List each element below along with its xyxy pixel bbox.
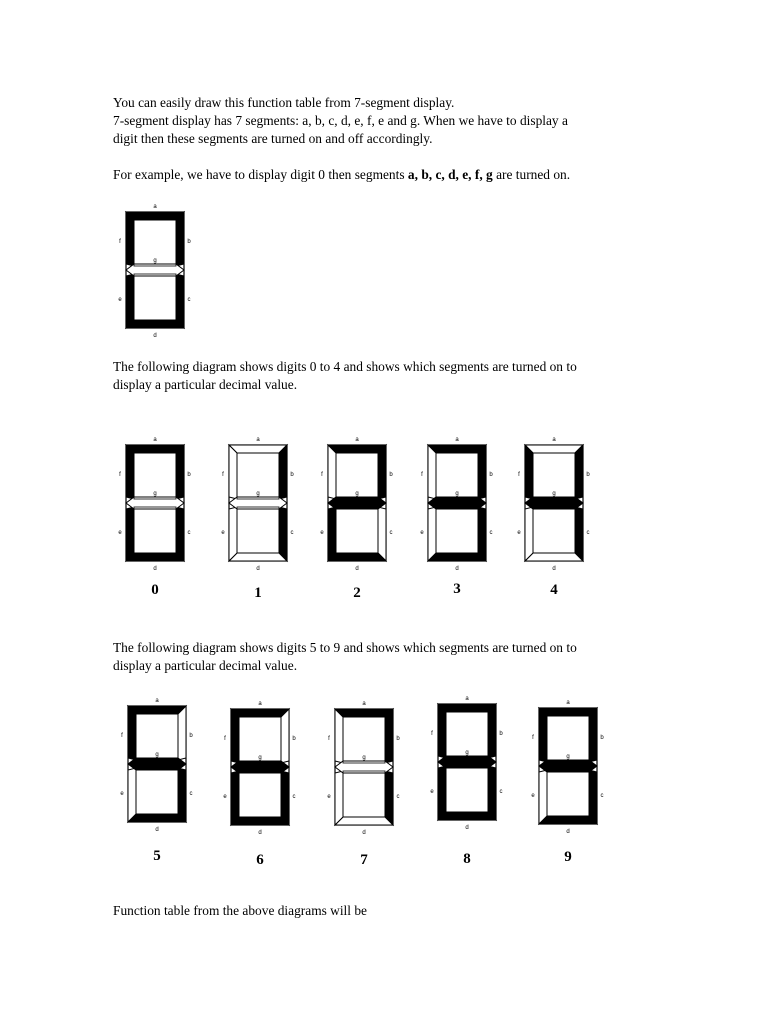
digit-label-6: 6 bbox=[256, 852, 264, 868]
segment-b-on bbox=[279, 445, 287, 499]
segment-c-on bbox=[589, 770, 597, 824]
segment-label-e: e bbox=[430, 789, 434, 795]
segment-label-g: g bbox=[256, 491, 260, 497]
segment-label-f: f bbox=[121, 733, 123, 739]
lower-window bbox=[533, 507, 575, 553]
segment-label-b: b bbox=[187, 472, 191, 478]
segment-label-f: f bbox=[328, 736, 330, 742]
segment-d-on bbox=[438, 812, 496, 820]
segment-b-on bbox=[385, 709, 393, 763]
segment-a-on bbox=[231, 709, 289, 717]
digit-label-0: 0 bbox=[151, 582, 159, 598]
segment-d-on bbox=[539, 816, 597, 824]
segment-c-on bbox=[281, 771, 289, 825]
segment-label-g: g bbox=[552, 491, 556, 497]
segment-label-g: g bbox=[258, 755, 262, 761]
segment-label-b: b bbox=[290, 472, 294, 478]
segment-e-on bbox=[126, 507, 134, 561]
segment-label-c: c bbox=[189, 791, 193, 797]
digit-label-9: 9 bbox=[564, 849, 572, 865]
segment-label-g: g bbox=[153, 258, 157, 264]
digit-display-5 bbox=[120, 698, 193, 833]
segment-e-on bbox=[231, 771, 239, 825]
segment-label-d: d bbox=[256, 566, 260, 572]
segment-d-on bbox=[126, 553, 184, 561]
segment-label-f: f bbox=[119, 472, 121, 478]
segment-label-a: a bbox=[552, 437, 556, 443]
lower-window bbox=[436, 507, 478, 553]
segment-e-on bbox=[328, 507, 336, 561]
segment-label-f: f bbox=[119, 239, 121, 245]
segment-f-on bbox=[231, 709, 239, 763]
segment-label-a: a bbox=[155, 698, 159, 704]
segment-label-f: f bbox=[321, 472, 323, 478]
segment-label-d: d bbox=[153, 333, 157, 339]
segment-f-off bbox=[335, 709, 343, 763]
digits-0-4-line-1: The following diagram shows digits 0 to 4 and shows which segments are turned on to bbox=[113, 359, 577, 374]
segment-b-on bbox=[589, 708, 597, 762]
digit-label-7: 7 bbox=[360, 852, 368, 868]
lower-window bbox=[237, 507, 279, 553]
lower-window bbox=[547, 770, 589, 816]
digits-5-9-line-1: The following diagram shows digits 5 to 9 and shows which segments are turned on to bbox=[113, 640, 577, 655]
segment-label-c: c bbox=[489, 530, 493, 536]
segment-f-off bbox=[229, 445, 237, 499]
digit-label-5: 5 bbox=[153, 848, 161, 864]
segment-c-on bbox=[279, 507, 287, 561]
segment-c-on bbox=[178, 768, 186, 822]
segment-b-on bbox=[488, 704, 496, 758]
segment-d-on bbox=[126, 320, 184, 328]
segment-label-g: g bbox=[465, 750, 469, 756]
segment-d-off bbox=[229, 553, 287, 561]
segment-f-on bbox=[539, 708, 547, 762]
digit-display-2 bbox=[320, 437, 393, 572]
closing-paragraph: Function table from the above diagrams will be bbox=[113, 903, 367, 918]
segment-label-c: c bbox=[292, 794, 296, 800]
segment-d-on bbox=[128, 814, 186, 822]
segment-e-on bbox=[438, 766, 446, 820]
digit-label-2: 2 bbox=[353, 585, 361, 601]
digit-display-3 bbox=[420, 437, 493, 572]
segment-e-off bbox=[128, 768, 136, 822]
segment-label-d: d bbox=[155, 827, 159, 833]
segment-a-on bbox=[126, 212, 184, 220]
segment-label-c: c bbox=[586, 530, 590, 536]
segment-d-on bbox=[428, 553, 486, 561]
segment-label-a: a bbox=[465, 696, 469, 702]
digit-display-0 bbox=[118, 437, 191, 572]
segment-label-e: e bbox=[420, 530, 424, 536]
segment-label-a: a bbox=[256, 437, 260, 443]
segment-c-on bbox=[478, 507, 486, 561]
segment-d-on bbox=[328, 553, 386, 561]
segment-d-off bbox=[335, 817, 393, 825]
segment-a-off bbox=[229, 445, 287, 453]
segment-c-on bbox=[176, 274, 184, 328]
segment-b-on bbox=[176, 445, 184, 499]
segment-label-a: a bbox=[362, 701, 366, 707]
segment-e-on bbox=[126, 274, 134, 328]
segment-a-on bbox=[328, 445, 386, 453]
segment-e-off bbox=[335, 771, 343, 825]
segment-label-c: c bbox=[499, 789, 503, 795]
segment-b-on bbox=[378, 445, 386, 499]
segment-b-off bbox=[281, 709, 289, 763]
segment-e-off bbox=[428, 507, 436, 561]
segment-f-off bbox=[328, 445, 336, 499]
segment-label-d: d bbox=[566, 829, 570, 835]
segment-label-g: g bbox=[566, 754, 570, 760]
segment-f-off bbox=[428, 445, 436, 499]
segment-label-e: e bbox=[120, 791, 124, 797]
lower-window bbox=[134, 274, 176, 320]
segment-label-a: a bbox=[455, 437, 459, 443]
segment-label-a: a bbox=[355, 437, 359, 443]
digit-display-8 bbox=[430, 696, 503, 831]
segment-label-e: e bbox=[118, 297, 122, 303]
segment-label-b: b bbox=[489, 472, 493, 478]
digit-display-4 bbox=[517, 437, 590, 572]
example-segments: a, b, c, d, e, f, g bbox=[407, 167, 493, 182]
segment-b-off bbox=[178, 706, 186, 760]
segment-label-b: b bbox=[189, 733, 193, 739]
digit-display-9 bbox=[531, 700, 604, 835]
segment-label-b: b bbox=[600, 735, 604, 741]
segment-label-f: f bbox=[224, 736, 226, 742]
segment-c-on bbox=[385, 771, 393, 825]
segment-label-e: e bbox=[531, 793, 535, 799]
segment-label-f: f bbox=[421, 472, 423, 478]
segment-a-on bbox=[438, 704, 496, 712]
segment-label-a: a bbox=[258, 701, 262, 707]
segment-label-g: g bbox=[355, 491, 359, 497]
digits-5-9-line-2: display a particular decimal value. bbox=[113, 658, 298, 673]
intro-line-2: 7-segment display has 7 segments: a, b, c, d, e, f, e and g. When we have to display a bbox=[113, 113, 568, 128]
segment-label-g: g bbox=[455, 491, 459, 497]
intro-line-1: You can easily draw this function table from 7-segment display. bbox=[113, 95, 455, 110]
segment-label-d: d bbox=[465, 825, 469, 831]
segment-label-f: f bbox=[222, 472, 224, 478]
segment-c-on bbox=[176, 507, 184, 561]
digit-label-1: 1 bbox=[254, 585, 262, 601]
segment-c-on bbox=[488, 766, 496, 820]
lower-window bbox=[343, 771, 385, 817]
lower-window bbox=[136, 768, 178, 814]
segment-label-f: f bbox=[518, 472, 520, 478]
segment-label-e: e bbox=[320, 530, 324, 536]
segment-label-a: a bbox=[153, 437, 157, 443]
segment-e-off bbox=[539, 770, 547, 824]
segment-label-e: e bbox=[223, 794, 227, 800]
segment-a-off bbox=[525, 445, 583, 453]
segment-label-e: e bbox=[517, 530, 521, 536]
segment-d-on bbox=[231, 817, 289, 825]
lower-window bbox=[239, 771, 281, 817]
intro-line-3: digit then these segments are turned on and off accordingly. bbox=[113, 131, 433, 146]
segment-label-b: b bbox=[292, 736, 296, 742]
segment-b-on bbox=[176, 212, 184, 266]
digit-display-6 bbox=[223, 701, 296, 836]
segment-e-off bbox=[525, 507, 533, 561]
segment-label-c: c bbox=[600, 793, 604, 799]
segment-f-on bbox=[126, 445, 134, 499]
segment-label-d: d bbox=[362, 830, 366, 836]
segment-label-b: b bbox=[187, 239, 191, 245]
segment-f-on bbox=[128, 706, 136, 760]
digit-display-7 bbox=[327, 701, 400, 836]
segment-label-c: c bbox=[187, 297, 191, 303]
digits-0-4-line-2: display a particular decimal value. bbox=[113, 377, 298, 392]
segment-b-on bbox=[575, 445, 583, 499]
example-display bbox=[118, 204, 191, 339]
segment-label-f: f bbox=[532, 735, 534, 741]
example-suffix: are turned on. bbox=[492, 167, 571, 182]
segment-d-off bbox=[525, 553, 583, 561]
segment-label-d: d bbox=[153, 566, 157, 572]
segment-label-a: a bbox=[153, 204, 157, 210]
digit-label-8: 8 bbox=[463, 851, 471, 867]
segment-label-e: e bbox=[221, 530, 225, 536]
segment-label-b: b bbox=[389, 472, 393, 478]
segment-label-g: g bbox=[155, 752, 159, 758]
segment-label-g: g bbox=[153, 491, 157, 497]
segment-label-c: c bbox=[187, 530, 191, 536]
segment-a-on bbox=[428, 445, 486, 453]
segment-a-on bbox=[126, 445, 184, 453]
segment-label-d: d bbox=[355, 566, 359, 572]
segment-a-on bbox=[539, 708, 597, 716]
segment-label-e: e bbox=[118, 530, 122, 536]
segment-f-on bbox=[438, 704, 446, 758]
segment-c-off bbox=[378, 507, 386, 561]
segment-label-d: d bbox=[455, 566, 459, 572]
segment-b-on bbox=[478, 445, 486, 499]
segment-label-d: d bbox=[552, 566, 556, 572]
segment-a-on bbox=[128, 706, 186, 714]
segment-label-g: g bbox=[362, 755, 366, 761]
segment-e-off bbox=[229, 507, 237, 561]
lower-window bbox=[446, 766, 488, 812]
segment-c-on bbox=[575, 507, 583, 561]
segment-label-e: e bbox=[327, 794, 331, 800]
digit-label-4: 4 bbox=[550, 582, 558, 598]
segment-label-b: b bbox=[396, 736, 400, 742]
segment-label-c: c bbox=[389, 530, 393, 536]
segment-f-on bbox=[525, 445, 533, 499]
segment-f-on bbox=[126, 212, 134, 266]
digit-display-1 bbox=[221, 437, 294, 572]
segment-label-d: d bbox=[258, 830, 262, 836]
lower-window bbox=[336, 507, 378, 553]
segment-label-a: a bbox=[566, 700, 570, 706]
segment-label-b: b bbox=[586, 472, 590, 478]
segment-label-b: b bbox=[499, 731, 503, 737]
segment-a-on bbox=[335, 709, 393, 717]
segment-label-f: f bbox=[431, 731, 433, 737]
lower-window bbox=[134, 507, 176, 553]
segment-label-c: c bbox=[396, 794, 400, 800]
example-prefix: For example, we have to display digit 0 then segments bbox=[113, 167, 408, 182]
digit-label-3: 3 bbox=[453, 581, 461, 597]
segment-label-c: c bbox=[290, 530, 294, 536]
